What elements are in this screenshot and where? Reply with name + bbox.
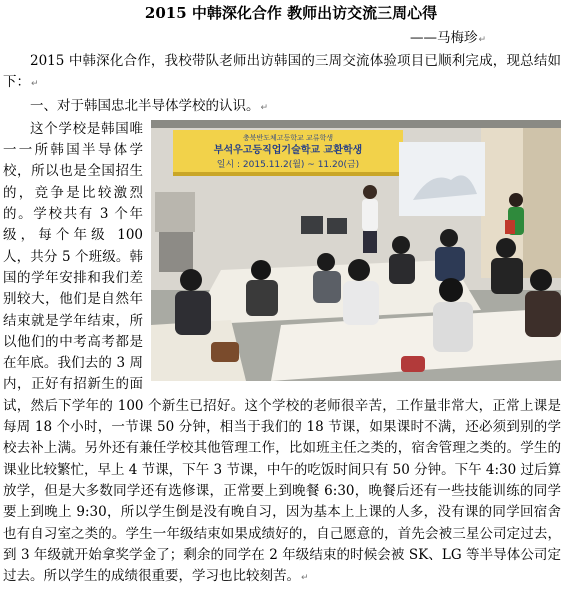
svg-text:부석우고등직업기술학교 교환학생: 부석우고등직업기술학교 교환학생: [213, 144, 363, 156]
document-title: 2015 中韩深化合作 教师出访交流三周心得: [144, 4, 438, 22]
svg-text:일시 : 2015.11.2(월) ~ 11.20(금): 일시 : 2015.11.2(월) ~ 11.20(금): [216, 159, 360, 170]
school-paragraph: 这个学校是韩国唯一一所韩国半导体学校，所以也是全国招生的，竞争是比较激烈的。学校共有 3 个年级，每个年级 100 人，共分 5 个班级。韩国的学年安排和我们差别较大，他们是自然年结束就是学年结束，所以他们的中考高考都是在年底。我们去的 3 周内，正好有招新生的面试，然后下学年的 100 个新生已招好。这个学校的老师很辛苦，工作量非常大，正常上课是每周 18 个小时，一节课 50 分钟，相当于我们的 18 节课，如果课时不满，还必须到别的学校去补上满。另外还有兼任学校其他管理工作，比如班主任之类的，宿舍管理之类的。学生的课业比较繁忙，早上 4 节课，下午 3 节课，中午的吃饭时间只有 50 分钟。下午 4:30 过后算放学，但是大多数同学还有选修课，正常要上到晚餐 6:30，晚餐后还有一些技能训练的同学要上到晚上 9:30，所以学生倒是没有晚自习，因为基本上上课的人多，没有课的同学回宿舍也有自习室之类的。学生一年级结束如果成绩好的，自己愿意的，首先会被三星公司定过去，到 3 年级就开始拿奖学金了；剩余的同学在 2 年级结束的时候会被 SK、LG 等半导体公司定过去。所以学生的成绩很重要，学习也比较刻苦。↵: [3, 120, 562, 585]
paragraph-mark: ↵: [260, 102, 269, 113]
paragraph-mark: ↵: [31, 79, 39, 90]
author-name: ——马梅珍: [410, 30, 478, 46]
section-heading: 一、对于韩国忠北半导体学校的认识。↵: [30, 97, 269, 114]
paragraph-mark: ↵: [301, 573, 309, 584]
classroom-photo-image: [151, 120, 561, 381]
svg-text:충북반도체고등학교 교류학생: 충북반도체고등학교 교류학생: [242, 133, 334, 142]
paragraph-mark: ↵: [478, 35, 487, 45]
document-body: [3, 51, 561, 589]
intro-paragraph: 2015 中韩深化合作，我校带队老师出访韩国的三周交流体验项目已顺利完成，现总结如下：↵: [3, 53, 561, 91]
classroom-photo: [151, 120, 561, 381]
author-line: [410, 29, 486, 50]
